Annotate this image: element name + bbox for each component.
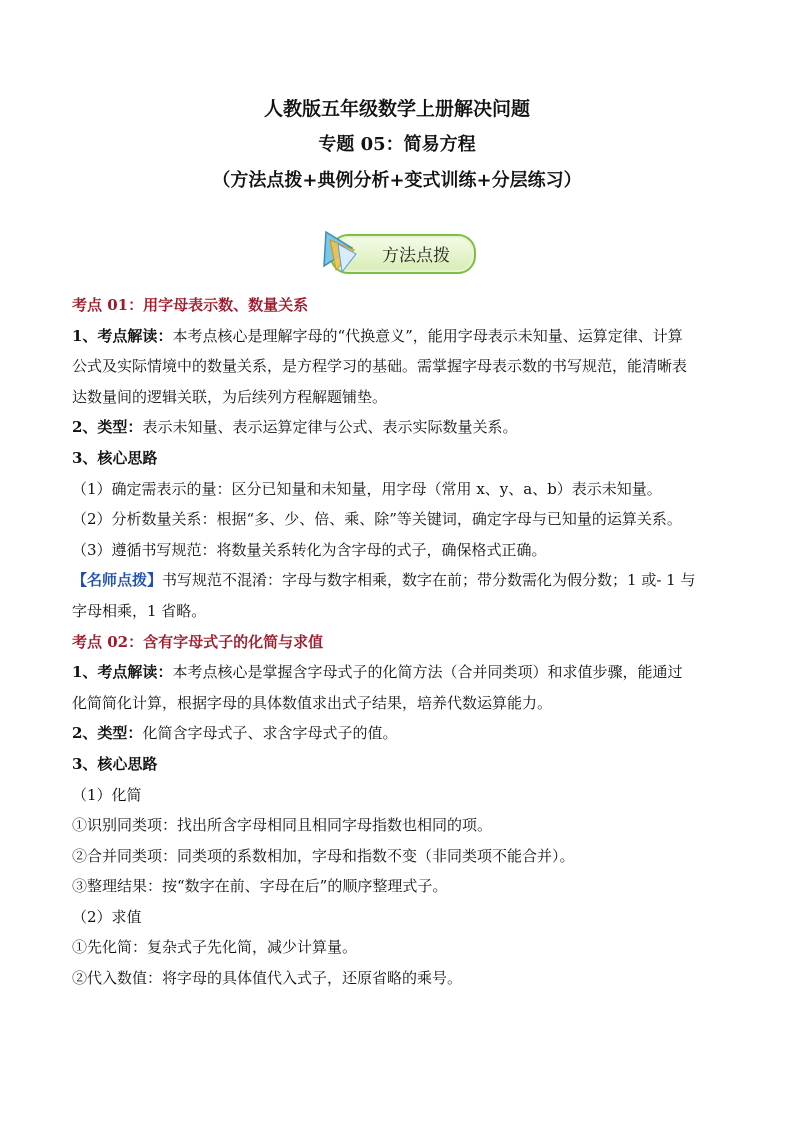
paragraph-line: 化简简化计算，根据字母的具体数值求出式子结果，培养代数运算能力。	[72, 693, 553, 712]
paragraph	[72, 718, 724, 749]
paragraph-line: 公式及实际情境中的数量关系，是方程学习的基础。需掌握字母表示数的书写规范，能清晰表	[72, 357, 688, 376]
list-item: ②代入数值：将字母的具体值代入式子，还原省略的乘号。	[72, 969, 463, 988]
list-item: （1）确定需表示的量：区分已知量和未知量，用字母（常用 x、y、a、b）表示未知量。	[72, 479, 662, 498]
list-item: （2）求值	[72, 907, 142, 926]
tip-text: 书写规范不混淆：字母与数字相乘，数字在前；带分数需化为假分数；1 或- 1 与	[162, 571, 696, 590]
list-item: （2）分析数量关系：根据“多、少、倍、乘、除”等关键词，确定字母与已知量的运算关系。	[72, 510, 682, 529]
paragraph-label: 1、考点解读：	[72, 663, 173, 682]
tip-label: 【名师点拨】	[72, 571, 163, 590]
main-title: 人教版五年级数学上册解决问题	[263, 98, 530, 120]
banner-label: 方法点拨	[382, 246, 450, 266]
content-body	[72, 290, 724, 994]
list-item: ①先化简：复杂式子先化简，减少计算量。	[72, 938, 358, 957]
method-banner	[316, 226, 476, 276]
topic-title: 专题 05：简易方程	[318, 134, 476, 155]
list-item: （1）化简	[72, 785, 142, 804]
paragraph-label: 3、核心思路	[72, 754, 158, 773]
paragraph-label: 2、类型：	[72, 724, 143, 743]
paragraph	[72, 412, 724, 443]
teacher-tip	[72, 565, 724, 596]
paragraph	[72, 321, 724, 352]
section-heading: 考点 02：含有字母式子的化简与求值	[72, 632, 324, 651]
title-block	[0, 96, 794, 194]
paragraph-line: 达数量间的逻辑关联，为后续列方程解题铺垫。	[72, 387, 388, 406]
paragraph-label: 3、核心思路	[72, 448, 158, 467]
paragraph-label: 1、考点解读：	[72, 326, 173, 345]
section-heading: 考点 01：用字母表示数、数量关系	[72, 296, 309, 314]
list-item: ②合并同类项：同类项的系数相加，字母和指数不变（非同类项不能合并）。	[72, 846, 575, 865]
paragraph-text: 表示未知量、表示运算定律与公式、表示实际数量关系。	[142, 418, 518, 437]
paragraph-text: 本考点核心是掌握含字母式子的化简方法（合并同类项）和求值步骤，能通过	[172, 663, 683, 682]
paragraph	[72, 657, 724, 688]
paragraph-label: 2、类型：	[72, 418, 143, 437]
subtitle: （方法点拨+典例分析+变式训练+分层练习）	[212, 170, 582, 191]
tip-text-line: 字母相乘，1 省略。	[72, 601, 207, 620]
list-item: （3）遵循书写规范：将数量关系转化为含字母的式子，确保格式正确。	[72, 540, 547, 559]
paragraph-text: 化简含字母式子、求含字母式子的值。	[142, 724, 398, 743]
paragraph-text: 本考点核心是理解字母的“代换意义”，能用字母表示未知量、运算定律、计算	[172, 326, 683, 345]
list-item: ③整理结果：按“数字在前、字母在后”的顺序整理式子。	[72, 877, 448, 896]
list-item: ①识别同类项：找出所含字母相同且相同字母指数也相同的项。	[72, 816, 493, 835]
